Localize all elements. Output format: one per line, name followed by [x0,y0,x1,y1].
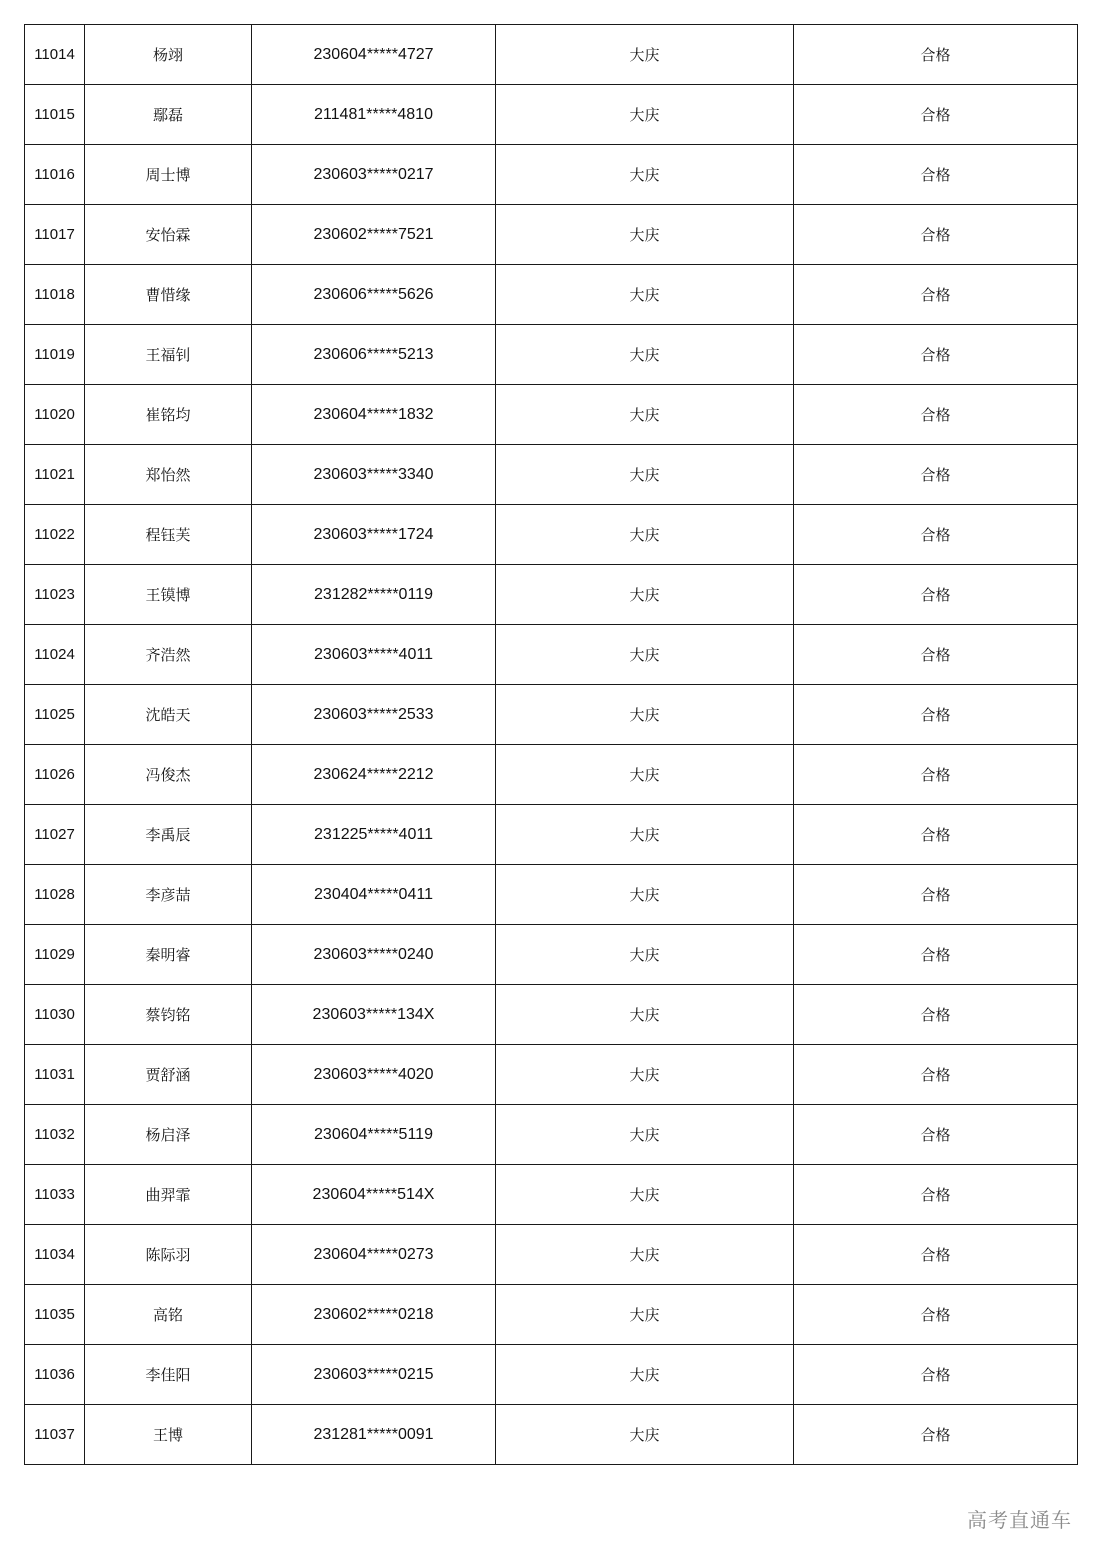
cell-serial: 11033 [25,1165,85,1225]
cell-city: 大庆 [496,1105,794,1165]
cell-serial: 11022 [25,505,85,565]
table-row [25,865,1078,925]
roster-table [24,24,1078,1465]
cell-serial: 11035 [25,1285,85,1345]
table-row [25,745,1078,805]
cell-name: 秦明睿 [85,925,252,985]
cell-name: 鄢磊 [85,85,252,145]
cell-city: 大庆 [496,505,794,565]
cell-serial: 11023 [25,565,85,625]
cell-serial: 11018 [25,265,85,325]
cell-city: 大庆 [496,745,794,805]
cell-id-number: 230603*****0215 [252,1345,496,1405]
cell-city: 大庆 [496,1225,794,1285]
cell-city: 大庆 [496,145,794,205]
table-row [25,625,1078,685]
cell-id-number: 230603*****3340 [252,445,496,505]
cell-city: 大庆 [496,865,794,925]
cell-city: 大庆 [496,1345,794,1405]
table-row [25,205,1078,265]
cell-result: 合格 [794,865,1078,925]
cell-name: 安怡霖 [85,205,252,265]
cell-id-number: 231282*****0119 [252,565,496,625]
cell-city: 大庆 [496,385,794,445]
table-row [25,685,1078,745]
table-row [25,265,1078,325]
cell-result: 合格 [794,565,1078,625]
table-row [25,445,1078,505]
cell-id-number: 230603*****4011 [252,625,496,685]
cell-id-number: 230603*****4020 [252,1045,496,1105]
table-row [25,1405,1078,1465]
cell-result: 合格 [794,925,1078,985]
cell-id-number: 230604*****1832 [252,385,496,445]
cell-result: 合格 [794,1285,1078,1345]
cell-result: 合格 [794,385,1078,445]
cell-name: 贾舒涵 [85,1045,252,1105]
table-row [25,385,1078,445]
table-row [25,1225,1078,1285]
cell-name: 高铭 [85,1285,252,1345]
cell-id-number: 230603*****0217 [252,145,496,205]
cell-city: 大庆 [496,565,794,625]
cell-serial: 11015 [25,85,85,145]
cell-result: 合格 [794,325,1078,385]
cell-city: 大庆 [496,85,794,145]
cell-result: 合格 [794,505,1078,565]
table-row [25,1345,1078,1405]
cell-name: 程钰芙 [85,505,252,565]
table-row [25,1045,1078,1105]
cell-serial: 11016 [25,145,85,205]
cell-city: 大庆 [496,325,794,385]
cell-name: 齐浩然 [85,625,252,685]
cell-city: 大庆 [496,625,794,685]
cell-city: 大庆 [496,205,794,265]
cell-id-number: 230602*****7521 [252,205,496,265]
cell-id-number: 230603*****1724 [252,505,496,565]
cell-result: 合格 [794,265,1078,325]
cell-serial: 11036 [25,1345,85,1405]
cell-city: 大庆 [496,1165,794,1225]
cell-serial: 11026 [25,745,85,805]
cell-result: 合格 [794,445,1078,505]
cell-city: 大庆 [496,805,794,865]
cell-city: 大庆 [496,925,794,985]
cell-result: 合格 [794,145,1078,205]
cell-serial: 11024 [25,625,85,685]
cell-result: 合格 [794,1165,1078,1225]
cell-name: 李彦喆 [85,865,252,925]
cell-result: 合格 [794,1045,1078,1105]
cell-result: 合格 [794,85,1078,145]
cell-id-number: 231281*****0091 [252,1405,496,1465]
cell-result: 合格 [794,205,1078,265]
cell-serial: 11029 [25,925,85,985]
table-row [25,925,1078,985]
cell-result: 合格 [794,685,1078,745]
cell-id-number: 230603*****2533 [252,685,496,745]
cell-name: 周士博 [85,145,252,205]
cell-serial: 11034 [25,1225,85,1285]
table-row [25,145,1078,205]
cell-id-number: 230602*****0218 [252,1285,496,1345]
cell-id-number: 231225*****4011 [252,805,496,865]
cell-id-number: 230603*****0240 [252,925,496,985]
table-row [25,805,1078,865]
cell-serial: 11025 [25,685,85,745]
cell-id-number: 230603*****134X [252,985,496,1045]
cell-name: 郑怡然 [85,445,252,505]
table-row [25,1105,1078,1165]
watermark: 高考直通车 [967,1508,1072,1532]
cell-serial: 11037 [25,1405,85,1465]
cell-city: 大庆 [496,25,794,85]
cell-id-number: 230404*****0411 [252,865,496,925]
table-row [25,505,1078,565]
cell-id-number: 230604*****4727 [252,25,496,85]
cell-city: 大庆 [496,1285,794,1345]
cell-serial: 11017 [25,205,85,265]
cell-name: 冯俊杰 [85,745,252,805]
cell-id-number: 211481*****4810 [252,85,496,145]
cell-result: 合格 [794,25,1078,85]
cell-result: 合格 [794,1345,1078,1405]
cell-result: 合格 [794,1405,1078,1465]
cell-city: 大庆 [496,985,794,1045]
cell-result: 合格 [794,805,1078,865]
cell-name: 曹惜缘 [85,265,252,325]
cell-city: 大庆 [496,1405,794,1465]
cell-name: 沈皓天 [85,685,252,745]
cell-name: 杨启泽 [85,1105,252,1165]
cell-city: 大庆 [496,445,794,505]
table-row [25,1165,1078,1225]
cell-city: 大庆 [496,265,794,325]
cell-id-number: 230624*****2212 [252,745,496,805]
cell-id-number: 230604*****0273 [252,1225,496,1285]
table-row [25,325,1078,385]
cell-name: 王福钊 [85,325,252,385]
cell-serial: 11028 [25,865,85,925]
cell-name: 李佳阳 [85,1345,252,1405]
cell-serial: 11031 [25,1045,85,1105]
table-row [25,25,1078,85]
cell-id-number: 230606*****5626 [252,265,496,325]
cell-result: 合格 [794,745,1078,805]
cell-id-number: 230604*****5119 [252,1105,496,1165]
cell-result: 合格 [794,625,1078,685]
cell-city: 大庆 [496,1045,794,1105]
cell-result: 合格 [794,985,1078,1045]
cell-result: 合格 [794,1225,1078,1285]
cell-id-number: 230604*****514X [252,1165,496,1225]
table-row [25,565,1078,625]
cell-result: 合格 [794,1105,1078,1165]
cell-serial: 11027 [25,805,85,865]
roster-body [25,25,1078,1465]
cell-serial: 11032 [25,1105,85,1165]
cell-name: 崔铭均 [85,385,252,445]
cell-name: 陈际羽 [85,1225,252,1285]
cell-serial: 11030 [25,985,85,1045]
cell-name: 王博 [85,1405,252,1465]
cell-serial: 11021 [25,445,85,505]
cell-serial: 11020 [25,385,85,445]
cell-serial: 11019 [25,325,85,385]
cell-id-number: 230606*****5213 [252,325,496,385]
table-row [25,1285,1078,1345]
cell-name: 杨翊 [85,25,252,85]
cell-name: 王镆博 [85,565,252,625]
table-row [25,85,1078,145]
cell-serial: 11014 [25,25,85,85]
cell-city: 大庆 [496,685,794,745]
cell-name: 曲羿霏 [85,1165,252,1225]
table-row [25,985,1078,1045]
cell-name: 李禹辰 [85,805,252,865]
cell-name: 蔡钧铭 [85,985,252,1045]
